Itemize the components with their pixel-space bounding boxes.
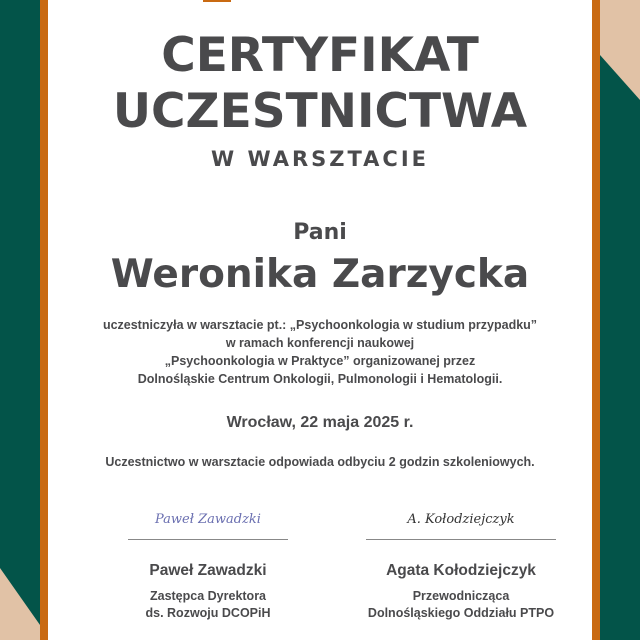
- hours-note: Uczestnictwo w warsztacie odpowiada odbyciu 2 godzin szkoleniowych.: [105, 455, 535, 469]
- signatory-1: [128, 505, 288, 622]
- role-line: Zastępca Dyrektora: [149, 589, 267, 603]
- description-line: w ramach konferencji naukowej: [225, 336, 415, 350]
- signature-line: [366, 539, 556, 540]
- description-line: uczestniczyła w warsztacie pt.: „Psychoonkologia w studium przypadku”: [102, 318, 538, 332]
- role-line: ds. Rozwoju DCOPiH: [145, 606, 271, 620]
- recipient-name: Weronika Zarzycka: [110, 252, 530, 297]
- signatory-role: [128, 588, 288, 622]
- role-line: Dolnośląskiego Oddziału PTPO: [367, 606, 555, 620]
- subtitle: W WARSZTACIE: [211, 147, 429, 171]
- signatory-2: [366, 505, 556, 622]
- description: [48, 316, 592, 388]
- description-line: Dolnośląskie Centrum Onkologii, Pulmonologii i Hematologii.: [137, 372, 503, 386]
- signatory-role: [366, 588, 556, 622]
- place-date: Wrocław, 22 maja 2025 r.: [226, 414, 414, 431]
- signatory-name: Paweł Zawadzki: [149, 562, 267, 579]
- signatory-name: Agata Kołodziejczyk: [386, 562, 536, 579]
- certificate-body: [48, 0, 592, 640]
- signature-line: [128, 539, 288, 540]
- title-line-2: UCZESTNICTWA: [112, 84, 528, 139]
- logo-fragment: [203, 0, 231, 2]
- role-line: Przewodnicząca: [412, 589, 510, 603]
- salutation: Pani: [293, 220, 347, 245]
- title-line-1: CERTYFIKAT: [161, 28, 479, 83]
- right-orange-stripe: [592, 0, 600, 640]
- signature: A. Kołodziejczyk: [407, 512, 515, 527]
- bottom-left-beige-shape: [0, 568, 40, 640]
- top-right-beige-shape: [600, 0, 640, 100]
- left-orange-stripe: [40, 0, 48, 640]
- signature: Paweł Zawadzki: [155, 512, 261, 527]
- description-line: „Psychoonkologia w Praktyce” organizowanej przez: [164, 354, 476, 368]
